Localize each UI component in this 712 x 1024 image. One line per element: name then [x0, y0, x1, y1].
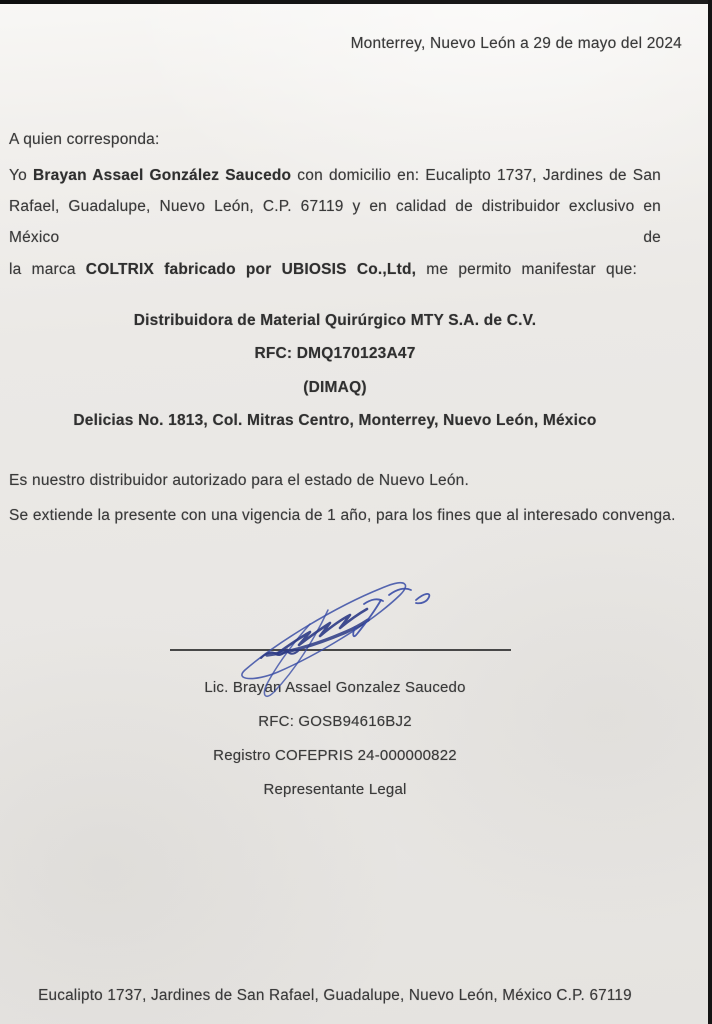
company-name: Distribuidora de Material Quirúrgico MTY S.A. de C.V.	[133, 312, 537, 329]
intro-line1-pre: Yo	[9, 167, 34, 184]
salutation: A quien corresponda:	[9, 131, 160, 148]
statement-authorized: Es nuestro distribuidor autorizado para el estado de Nuevo León.	[9, 472, 469, 489]
cofepris-registry: Registro COFEPRIS 24-000000822	[213, 747, 457, 764]
photo-edge-top	[0, 0, 712, 4]
intro-line-3	[9, 254, 637, 285]
intro-line3-pre: la marca	[9, 260, 86, 278]
company-address: Delicias No. 1813, Col. Mitras Centro, Monterrey, Nuevo León, México	[73, 412, 597, 430]
company-block	[9, 304, 661, 438]
footer-address: Eucalipto 1737, Jardines de San Rafael, Guadalupe, Nuevo León, México C.P. 67119	[38, 987, 632, 1004]
signature-divider-line	[170, 649, 511, 651]
company-acronym: (DIMAQ)	[303, 378, 367, 396]
photo-edge-right	[708, 0, 712, 1024]
intro-line-1	[9, 160, 661, 191]
intro-line1-post: con domicilio en: Eucalipto 1737, Jardines de San	[291, 167, 661, 184]
company-rfc: RFC: DMQ170123A47	[254, 345, 416, 363]
signatory-block	[9, 671, 661, 807]
statement-validity: Se extiende la presente con una vigencia de 1 año, para los fines que al interesado convenga.	[9, 507, 676, 524]
signatory-role: Representante Legal	[263, 781, 407, 798]
intro-paragraph	[9, 160, 661, 285]
intro-line3-post: me permito manifestar que:	[416, 260, 637, 278]
signatory-rfc: RFC: GOSB94616BJ2	[258, 713, 412, 730]
person-name-bold: Brayan Assael González Saucedo	[33, 167, 292, 184]
brand-name-bold: COLTRIX fabricado por UBIOSIS Co.,Ltd,	[85, 260, 417, 278]
date-line: Monterrey, Nuevo León a 29 de mayo del 2024	[350, 35, 682, 52]
signatory-name: Lic. Brayan Assael Gonzalez Saucedo	[204, 679, 466, 696]
intro-line-2: Rafael, Guadalupe, Nuevo León, C.P. 67119 y en calidad de distribuidor exclusivo en México de	[9, 198, 661, 247]
